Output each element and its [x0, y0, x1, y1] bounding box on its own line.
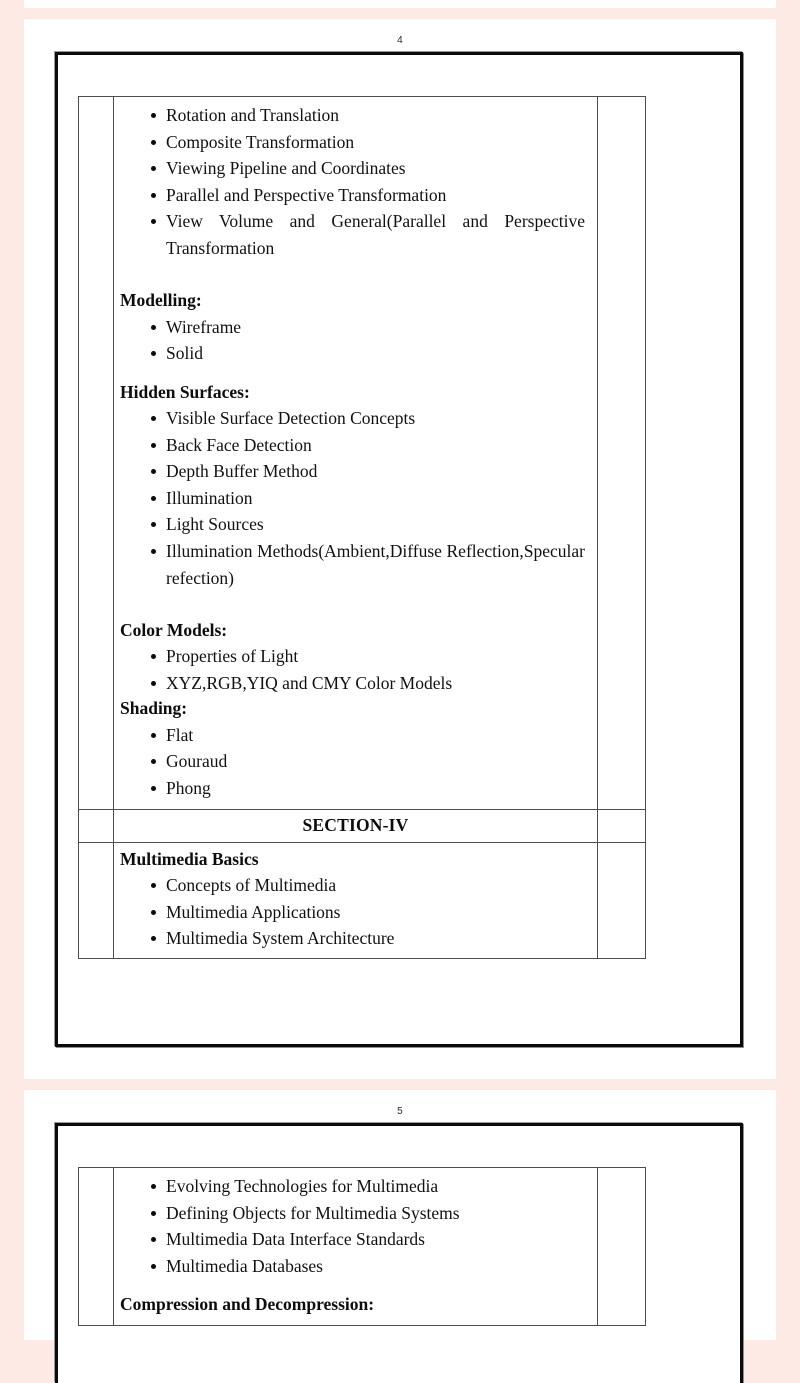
marks-cell — [598, 1168, 646, 1326]
list-item: Multimedia Databases — [151, 1253, 589, 1280]
marks-cell — [598, 809, 646, 842]
bullet-list-color-models — [120, 643, 589, 696]
list-item: Illumination — [151, 485, 589, 512]
bullet-list-hidden-surfaces — [120, 405, 589, 618]
bullet-list-shading — [120, 722, 589, 802]
list-item: Rotation and Translation — [151, 102, 589, 129]
paragraph-spacer — [120, 1279, 589, 1292]
unit-number-cell — [79, 1168, 114, 1326]
section-heading: SECTION-IV — [302, 814, 409, 835]
marks-cell — [598, 97, 646, 810]
list-item: Multimedia Data Interface Standards — [151, 1226, 589, 1253]
syllabus-table-page-4 — [78, 96, 646, 959]
list-item: Viewing Pipeline and Coordinates — [151, 155, 589, 182]
table-row — [79, 1168, 646, 1326]
list-item: Multimedia Applications — [151, 899, 589, 926]
list-item: Illumination Methods(Ambient,Diffuse Reflection,Specular refection) — [151, 538, 589, 618]
list-item: Concepts of Multimedia — [151, 872, 589, 899]
syllabus-content-cell — [114, 1168, 598, 1326]
previous-page-sheet-edge — [24, 0, 776, 8]
list-item: Composite Transformation — [151, 129, 589, 156]
syllabus-content-cell — [114, 97, 598, 810]
table-row — [79, 97, 646, 810]
group-heading-color-models: Color Models: — [120, 619, 228, 640]
list-item: Flat — [151, 722, 589, 749]
list-item: Evolving Technologies for Multimedia — [151, 1173, 589, 1200]
list-item: Phong — [151, 775, 589, 802]
syllabus-content-cell — [114, 842, 598, 958]
group-heading-modelling: Modelling: — [120, 290, 202, 311]
list-item: View Volume and General(Parallel and Perspective Transformation — [151, 208, 589, 288]
list-item: Visible Surface Detection Concepts — [151, 405, 589, 432]
list-item: XYZ,RGB,YIQ and CMY Color Models — [151, 670, 589, 697]
list-item: Properties of Light — [151, 643, 589, 670]
list-item: Solid — [151, 340, 589, 367]
marks-cell — [598, 842, 646, 958]
page-number-4: 4 — [397, 35, 403, 46]
unit-number-cell — [79, 97, 114, 810]
bullet-list-multimedia-basics — [120, 872, 589, 952]
list-item: Depth Buffer Method — [151, 458, 589, 485]
table-row — [79, 842, 646, 958]
group-heading-hidden-surfaces: Hidden Surfaces: — [120, 381, 250, 402]
list-item: Parallel and Perspective Transformation — [151, 182, 589, 209]
section-banner-cell — [114, 809, 598, 842]
unit-number-cell — [79, 842, 114, 958]
page-sheet-5 — [24, 1090, 776, 1340]
list-item: Multimedia System Architecture — [151, 925, 589, 952]
syllabus-table-page-5 — [78, 1167, 646, 1326]
list-item: Light Sources — [151, 511, 589, 538]
bullet-list-modelling — [120, 314, 589, 367]
unit-number-cell — [79, 809, 114, 842]
list-item: Back Face Detection — [151, 432, 589, 459]
group-heading-shading: Shading: — [120, 698, 188, 719]
bullet-list-transformations — [120, 102, 589, 288]
group-heading-multimedia-basics: Multimedia Basics — [120, 848, 259, 869]
list-item: Gouraud — [151, 748, 589, 775]
table-row — [79, 809, 646, 842]
group-heading-compression: Compression and Decompression: — [120, 1294, 375, 1315]
bullet-list-multimedia-advanced — [120, 1173, 589, 1279]
page-number-5: 5 — [397, 1106, 403, 1117]
page-sheet-4 — [24, 19, 776, 1079]
list-item: Defining Objects for Multimedia Systems — [151, 1200, 589, 1227]
list-item: Wireframe — [151, 314, 589, 341]
paragraph-spacer — [120, 367, 589, 380]
